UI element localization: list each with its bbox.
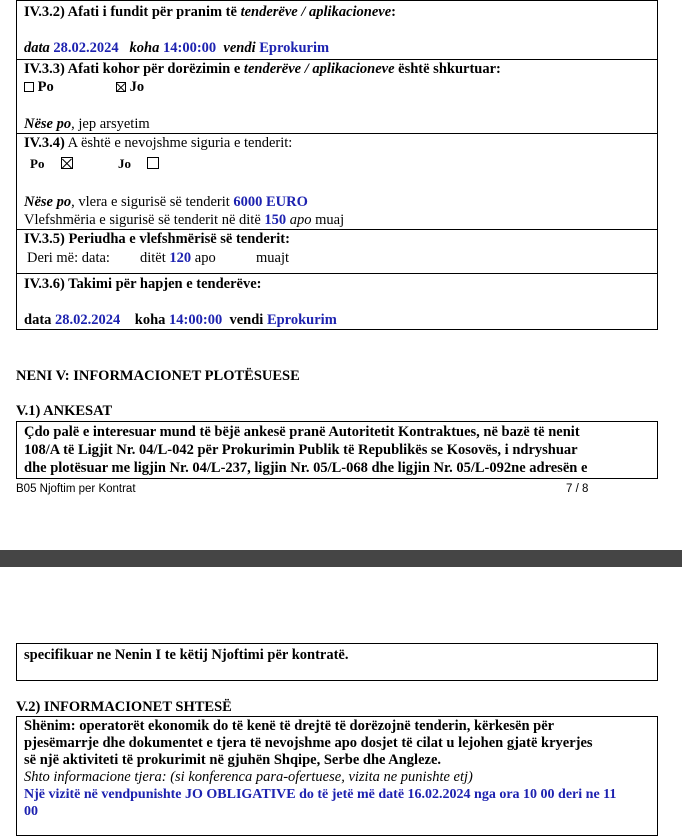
checkbox-jo-checked[interactable] (116, 82, 126, 92)
ankesat-continued-text: specifikuar ne Nenin I te këtij Njoftimi për kontratë. (24, 647, 349, 663)
ankesat-title: V.1) ANKESAT (16, 403, 113, 419)
section-title-neni-v: NENI V: INFORMACIONET PLOTËSUESE (16, 368, 300, 384)
section-iv-3-5-heading: IV.3.5) Periudha e vlefshmërisë së tenderit: (24, 231, 290, 247)
site-visit-text: Një vizitë në vendpunishte JO OBLIGATIVE do të jetë më datë 16.02.2024 nga ora 10 00 deri ne 11 (24, 787, 617, 802)
checkbox-jo[interactable] (147, 157, 159, 169)
opening-date: 28.02.2024 (55, 312, 121, 328)
section-iv-3-6-heading: IV.3.6) Takimi për hapjen e tenderëve: (24, 276, 262, 292)
section-iv-3-4-option-jo: Jo (118, 155, 159, 172)
section-iv-3-4-validity: Vlefshmëria e sigurisë së tenderit në ditë 150 apo muaj (24, 212, 345, 228)
footer-page-number: 7 / 8 (566, 483, 589, 495)
section-iv-3-5-days: ditët 120 apo (140, 250, 216, 266)
deadline-time: 14:00:00 (162, 40, 217, 56)
section-iv-3-6-meeting: data 28.02.2024 koha 14:00:00 vendi Eprokurim (24, 312, 337, 328)
opening-time: 14:00:00 (169, 312, 223, 328)
security-value: 6000 EURO (233, 194, 308, 210)
section-iv-3-3-options: Po (24, 79, 54, 96)
section-iv-3-2-heading: IV.3.2) Afati i fundit për pranim të tenderëve / aplikacioneve: (24, 4, 397, 20)
period-days: 120 (169, 250, 192, 266)
opening-place: Eprokurim (266, 312, 337, 328)
page-separator (0, 550, 682, 567)
section-iv-3-3-reason: Nëse po, jep arsyetim (24, 116, 150, 132)
section-iv-3-3-option-jo: Jo (116, 79, 144, 96)
deadline-place: Eprokurim (259, 40, 330, 56)
footer-doc-name: B05 Njoftim per Kontrat (16, 483, 136, 495)
checkbox-po[interactable] (24, 82, 34, 92)
checkbox-po-checked[interactable] (61, 157, 73, 169)
validity-days: 150 (264, 212, 287, 228)
shtese-title: V.2) INFORMACIONET SHTESË (16, 699, 232, 715)
section-iv-3-2-deadline: data 28.02.2024 koha 14:00:00 vendi Eprokurim (24, 40, 330, 56)
section-iv-3-5-months: muajt (256, 250, 290, 266)
section-iv-3-4-heading: IV.3.4) A është e nevojshme siguria e tenderit: (24, 135, 293, 151)
section-iv-3-4-value: Nëse po, vlera e sigurisë së tenderit 6000 EURO (24, 194, 308, 210)
section-iv-3-4-option-po: Po (30, 155, 73, 172)
deadline-date: 28.02.2024 (53, 40, 119, 56)
section-iv-3-3-heading: IV.3.3) Afati kohor për dorëzimin e tenderëve / aplikacioneve është shkurtuar: (24, 61, 501, 77)
shtese-text: Shënim: operatorët ekonomik do të kenë të drejtë të dorëzojnë tenderin, kërkesën për pjesëmarrje dhe dokumentet e tjera të nevojshme apo dosjet të cilat u lejohen gjatë kryerjes së një aktiviteti të prokurimit në gjuhën Shqipe, Serbe dhe Angleze. Shto informacione tjera: (si konferenca para-ofertuese, vizita ne punishte etj) Një vizitë në vendpunishte JO OBLIGATIVE do të jetë më datë 16.02.2024 nga ora 10 00 deri ne 11 00 (24, 718, 650, 820)
section-iv-3-5-period: Deri më: data: (27, 250, 110, 266)
ankesat-text: Çdo palë e interesuar mund të bëjë ankesë pranë Autoritetit Kontraktues, në bazë të nenit 108/A të Ligjit Nr. 04/L-042 për Prokurimin Publik të Republikës se Kosovës, i ndryshuar dhe plotësuar me ligjin Nr. 04/L-237, ligjin Nr. 05/L-068 dhe ligjin Nr. 05/L-092ne adresën e (24, 424, 588, 476)
